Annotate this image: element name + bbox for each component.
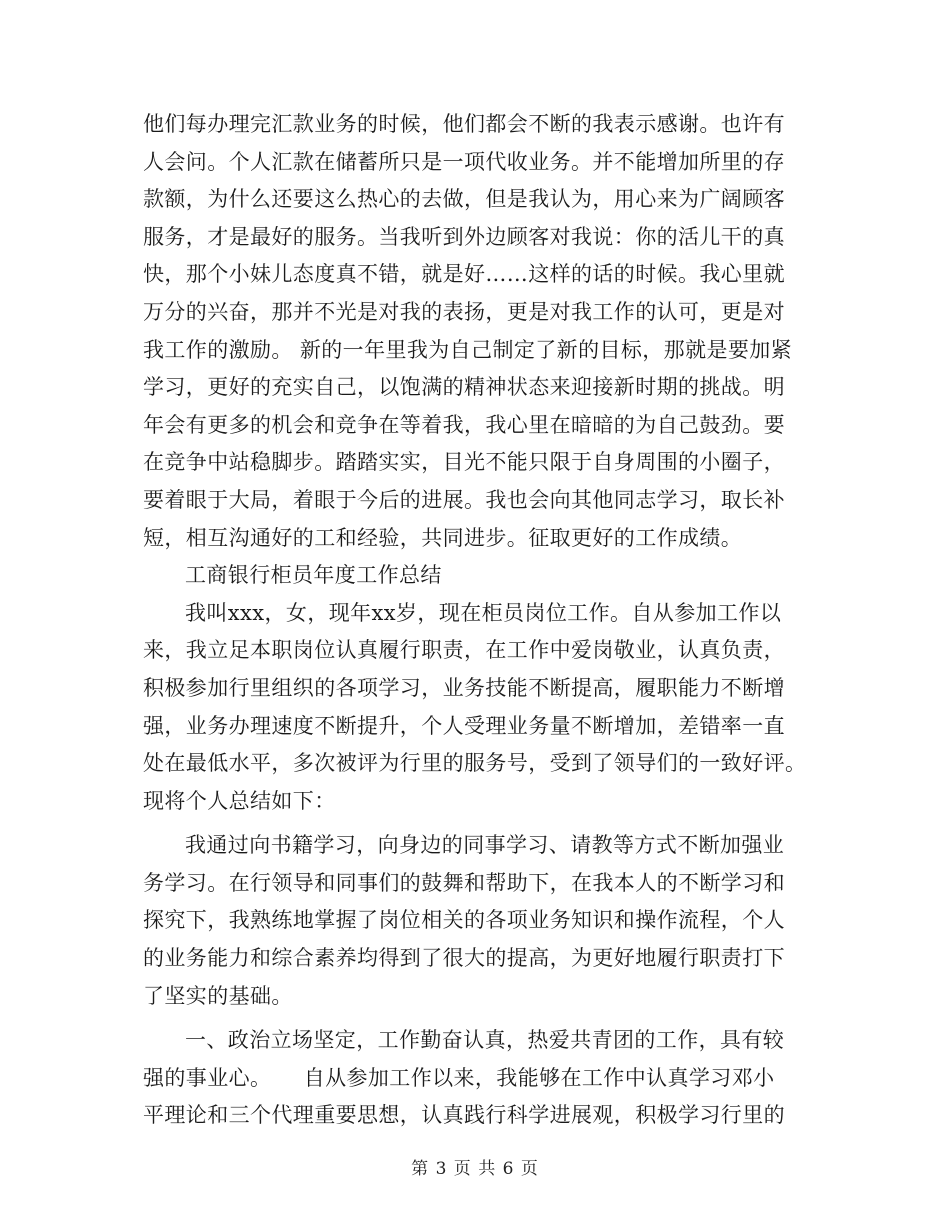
document-body <box>143 106 811 1135</box>
text-line: 处在最低水平，多次被评为行里的服务号，受到了领导们的一致好评。 <box>143 751 807 776</box>
text-line: 的业务能力和综合素养均得到了很大的提高，为更好地履行职责打下 <box>143 946 785 971</box>
text-line: 来，我立足本职岗位认真履行职责，在工作中爱岗敬业，认真负责， <box>143 638 785 663</box>
section-heading: 工商银行柜员年度工作总结 <box>185 563 442 588</box>
text-line: 在竞争中站稳脚步。踏踏实实，目光不能只限于自身周围的小圈子， <box>143 450 785 475</box>
text-line: 服务，才是最好的服务。当我听到外边顾客对我说：你的活儿干的真 <box>143 224 785 249</box>
text-line: 年会有更多的机会和竞争在等着我，我心里在暗暗的为自己鼓劲。要 <box>143 412 785 437</box>
text-line: 强，业务办理速度不断提升，个人受理业务量不断增加，差错率一直 <box>143 713 785 738</box>
text-line: 要着眼于大局，着眼于今后的进展。我也会向其他同志学习，取长补 <box>143 487 785 512</box>
text-line: 了坚实的基础。 <box>143 983 293 1008</box>
text-line: 一、政治立场坚定，工作勤奋认真，热爱共青团的工作，具有较 <box>185 1028 785 1053</box>
text-line: 快，那个小妹儿态度真不错，就是好……这样的话的时候。我心里就 <box>143 262 785 287</box>
text-line: 我叫xxx，女，现年xx岁，现在柜员岗位工作。自从参加工作以 <box>185 600 782 625</box>
text-line: 人会问。个人汇款在储蓄所只是一项代收业务。并不能增加所里的存 <box>143 149 785 174</box>
text-line: 他们每办理完汇款业务的时候，他们都会不断的我表示感谢。也许有 <box>143 112 785 136</box>
text-line: 款额，为什么还要这么热心的去做，但是我认为，用心来为广阔顾客 <box>143 187 785 212</box>
text-line: 我通过向书籍学习，向身边的同事学习、请教等方式不断加强业 <box>185 833 785 858</box>
text-line: 短，相互沟通好的工和经验，共同进步。征取更好的工作成绩。 <box>143 525 743 550</box>
text-line: 平理论和三个代理重要思想，认真践行科学进展观，积极学习行里的 <box>143 1103 785 1128</box>
text-line: 万分的兴奋，那并不光是对我的表扬，更是对我工作的认可，更是对 <box>143 299 785 324</box>
text-line: 强的事业心。 自从参加工作以来，我能够在工作中认真学习邓小 <box>143 1065 775 1090</box>
page-footer <box>0 1154 950 1179</box>
text-line: 探究下，我熟练地掌握了岗位相关的各项业务知识和操作流程，个人 <box>143 908 785 933</box>
text-line: 学习，更好的充实自己，以饱满的精神状态来迎接新时期的挑战。明 <box>143 375 785 400</box>
page-number-label: 第 3 页 共 6 页 <box>411 1159 539 1179</box>
text-line: 我工作的激励。 新的一年里我为自己制定了新的目标，那就是要加紧 <box>143 337 793 362</box>
text-line: 务学习。在行领导和同事们的鼓舞和帮助下，在我本人的不断学习和 <box>143 870 785 895</box>
text-line: 现将个人总结如下： <box>143 788 336 813</box>
text-line: 积极参加行里组织的各项学习，业务技能不断提高，履职能力不断增 <box>143 675 785 700</box>
